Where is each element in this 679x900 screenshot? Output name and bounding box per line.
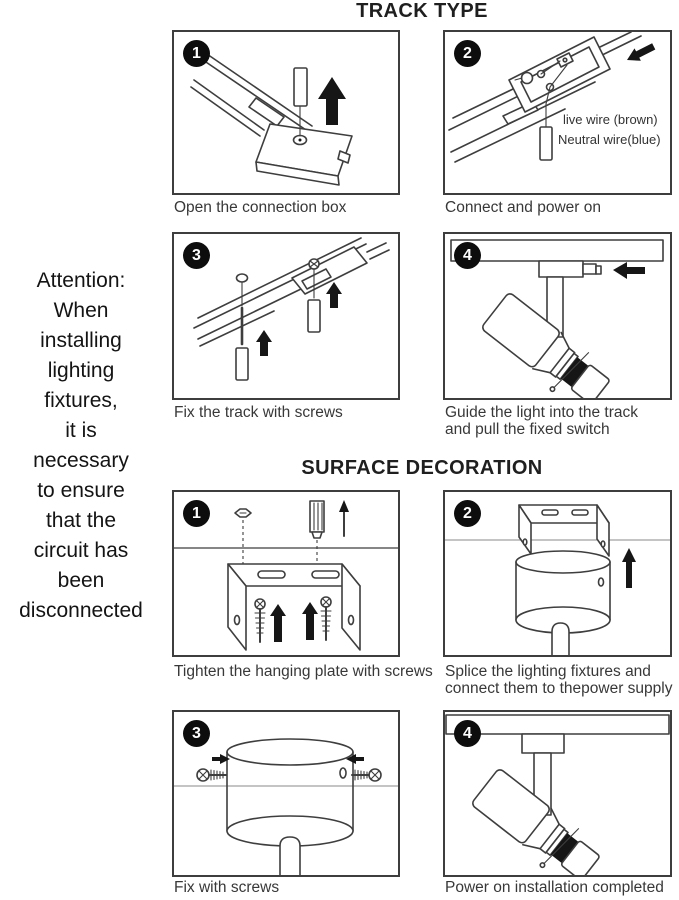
arrow-up-icon: [318, 77, 346, 125]
screw-anchor: [308, 300, 320, 332]
step-panel-surface-2: [443, 490, 672, 657]
canopy-drum: [227, 739, 353, 765]
wire-terminal-cylinder: [540, 127, 552, 160]
attention-line: installing: [40, 329, 122, 352]
attention-line: disconnected: [19, 599, 143, 622]
attention-line: that the: [45, 509, 117, 532]
canopy-drum: [516, 551, 610, 573]
step-caption: Fix the track with screws: [174, 404, 343, 421]
screw-anchor: [294, 68, 307, 106]
step-panel-surface-4: [443, 710, 672, 877]
step-number-badge: 1: [183, 40, 210, 67]
track-rail: [451, 240, 663, 261]
stem: [280, 837, 300, 875]
arrow-up-icon: [270, 604, 286, 642]
arrow-up-icon: [302, 602, 318, 640]
step-panel-surface-1: [172, 490, 400, 657]
attention-line: been: [57, 569, 105, 592]
attention-note: [0, 266, 162, 626]
arrow-left-icon: [613, 262, 645, 279]
neutral-wire-label: Neutral wire(blue): [558, 132, 661, 147]
hanging-plate: [228, 564, 360, 586]
screw-anchor: [236, 348, 248, 380]
step-number-badge: 3: [183, 720, 210, 747]
step-caption: Connect and power on: [445, 199, 601, 216]
arrow-up-icon: [326, 282, 342, 308]
step-number-badge: 1: [183, 500, 210, 527]
hanging-plate: [519, 505, 609, 523]
step-caption: Splice the lighting fixtures and connect them to thepower supply: [445, 663, 673, 697]
arrow-up-icon: [256, 330, 272, 356]
attention-line: necessary: [33, 449, 129, 472]
arrow-left-icon: [624, 40, 657, 66]
step-panel-surface-3: [172, 710, 400, 877]
attention-line: Attention:: [36, 269, 126, 292]
attention-line: When: [53, 299, 109, 322]
attention-line: circuit has: [33, 539, 129, 562]
stem: [552, 623, 569, 655]
step-number-badge: 4: [454, 720, 481, 747]
step-number-badge: 4: [454, 242, 481, 269]
attention-line: it is: [65, 419, 97, 442]
arrow-up-icon: [622, 548, 636, 588]
step-panel-track-1: [172, 30, 400, 195]
step-panel-track-3: [172, 232, 400, 400]
step-caption: Guide the light into the track and pull the fixed switch: [445, 404, 639, 438]
section-title-surface-decoration: SURFACE DECORATION: [301, 457, 543, 479]
section-title-track-type: TRACK TYPE: [356, 0, 488, 22]
spotlight-fixture: [477, 291, 615, 398]
live-wire-label: live wire (brown): [563, 112, 658, 127]
step-caption: Open the connection box: [174, 199, 347, 216]
step-number-badge: 2: [454, 40, 481, 67]
step-caption: Power on installation completed: [445, 879, 664, 896]
arrow-up-icon: [339, 500, 349, 512]
step-number-badge: 3: [183, 242, 210, 269]
step-caption: Tighten the hanging plate with screws: [174, 663, 433, 680]
step-panel-track-4: [443, 232, 672, 400]
attention-line: lighting: [47, 359, 115, 382]
step-caption: Fix with screws: [174, 879, 280, 896]
step-number-badge: 2: [454, 500, 481, 527]
step-panel-track-2: [443, 30, 672, 195]
attention-line: to ensure: [37, 479, 125, 502]
attention-line: fixtures,: [44, 389, 118, 412]
